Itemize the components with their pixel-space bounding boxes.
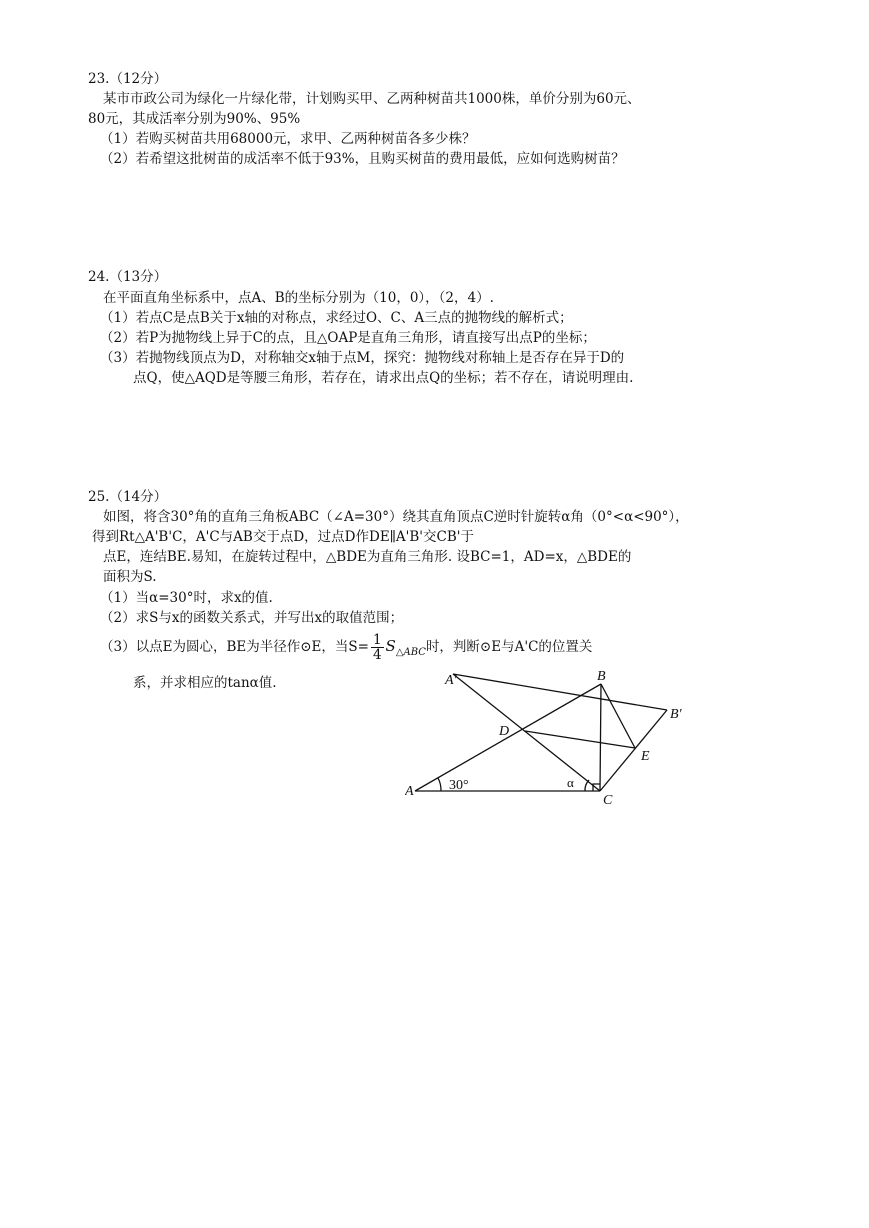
q23-part-1: （1）若购买树苗共用68000元，求甲、乙两种树苗各多少株？ — [100, 131, 476, 147]
one-quarter-fraction — [371, 633, 384, 662]
segment-A1B1 — [453, 674, 667, 710]
label-angle-30: 30° — [449, 778, 469, 793]
segment-B1C — [600, 710, 667, 791]
label-A: A — [405, 784, 414, 799]
q25-line-4: 面积为S. — [103, 569, 157, 585]
q25-line-3: 点E，连结BE.易知，在旋转过程中，△BDE为直角三角形. 设BC=1，AD=x，△BDE的 — [103, 549, 632, 565]
q25-part-3b: 系，并求相应的tanα值. — [133, 675, 277, 691]
q23-line-1: 某市市政公司为绿化一片绿化带，计划购买甲、乙两种树苗共1000株，单价分别为60元、 — [103, 91, 641, 107]
q24-part-2: （2）若P为抛物线上异于C的点，且△OAP是直角三角形，请直接写出点P的坐标； — [100, 330, 596, 346]
q25-part-3a — [100, 631, 592, 668]
q23-header: 23.（12分） — [88, 71, 168, 87]
label-B-prime: B' — [670, 707, 682, 722]
segment-DE — [525, 731, 635, 748]
label-B: B — [597, 669, 606, 684]
q25-header: 25.（14分） — [88, 489, 168, 505]
geometry-figure — [405, 666, 685, 806]
area-subscript: △ABC — [395, 647, 426, 658]
q24-header: 24.（13分） — [88, 269, 168, 285]
q23-part-2: （2）若希望这批树苗的成活率不低于93%，且购买树苗的费用最低，应如何选购树苗？ — [100, 151, 625, 167]
label-alpha: α — [567, 775, 574, 790]
q23-line-2: 80元，其成活率分别为90%、95% — [88, 111, 301, 127]
q24-line-1: 在平面直角坐标系中，点A、B的坐标分别为（10，0），（2，4）. — [103, 290, 494, 306]
label-E: E — [641, 749, 650, 764]
q25-line-1: 如图，将含30°角的直角三角板ABC（∠A=30°）绕其直角顶点C逆时针旋转α角（0°<α<90°）， — [103, 509, 689, 525]
segment-A1C — [453, 674, 600, 791]
q24-part-1: （1）若点C是点B关于x轴的对称点，求经过O、C、A三点的抛物线的解析式； — [100, 310, 573, 326]
q25-part-3a-pre: （3）以点E为圆心，BE为半径作⊙E，当S= — [100, 639, 369, 655]
fraction-numerator: 1 — [372, 632, 382, 648]
label-C: C — [603, 793, 613, 806]
label-A-prime: A' — [445, 673, 457, 688]
q24-part-3a: （3）若抛物线顶点为D，对称轴交x轴于点M，探究：抛物线对称轴上是否存在异于D的 — [100, 350, 625, 366]
label-D: D — [499, 724, 510, 739]
angle-alpha-arc — [585, 780, 589, 791]
area-symbol: S — [385, 637, 396, 655]
fraction-denominator: 4 — [372, 647, 382, 663]
q25-part-2: （2）求S与x的函数关系式，并写出x的取值范围； — [100, 610, 404, 626]
q25-part-1: （1）当α=30°时，求x的值. — [100, 590, 273, 606]
segment-BE — [601, 684, 635, 748]
q24-part-3b: 点Q，使△AQD是等腰三角形，若存在，请求出点Q的坐标；若不存在，请说明理由. — [133, 370, 634, 386]
q25-part-3a-post: 时，判断⊙E与A'C的位置关 — [425, 639, 593, 655]
segment-BC — [600, 684, 601, 791]
q25-line-2: 得到Rt△A'B'C，A'C与AB交于点D，过点D作DE∥A'B'交CB'于 — [92, 529, 474, 545]
geometry-svg — [405, 666, 685, 806]
angle-30-arc — [438, 778, 441, 791]
